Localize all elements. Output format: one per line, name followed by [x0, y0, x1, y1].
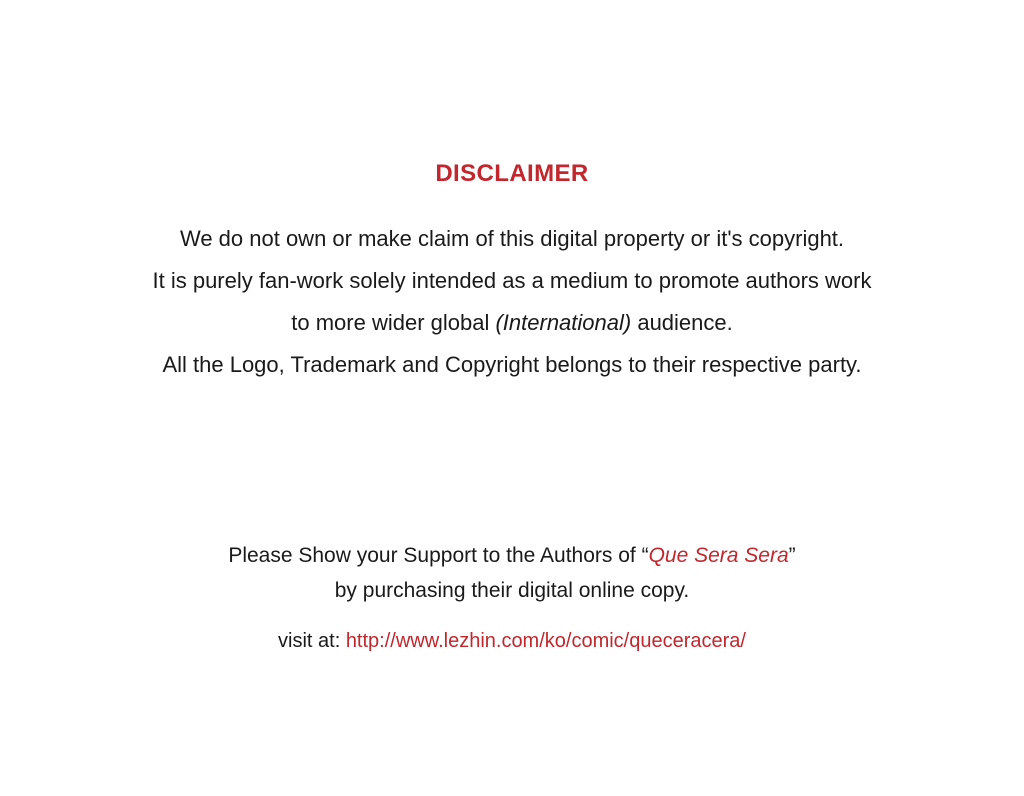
support-message — [0, 538, 1024, 608]
disclaimer-line-3-emphasis: (International) — [495, 310, 632, 335]
disclaimer-line-1: We do not own or make claim of this digital property or it's copyright. — [179, 226, 845, 251]
disclaimer-line-3-suffix: audience. — [631, 310, 733, 335]
support-line-1-suffix: ” — [788, 544, 796, 567]
disclaimer-line-4: All the Logo, Trademark and Copyright belongs to their respective party. — [162, 352, 862, 377]
page-title: DISCLAIMER — [435, 160, 589, 187]
work-title: Que Sera Sera — [648, 544, 789, 567]
visit-label: visit at: — [278, 630, 346, 652]
comic-link[interactable]: http://www.lezhin.com/ko/comic/queceracera/ — [345, 630, 746, 652]
visit-line — [0, 626, 1024, 656]
disclaimer-body — [0, 218, 1024, 386]
disclaimer-line-3 — [0, 302, 1024, 344]
support-line-1 — [0, 538, 1024, 573]
support-line-1-prefix: Please Show your Support to the Authors of “ — [228, 544, 649, 567]
disclaimer-line-3-prefix: to more wider global — [291, 310, 496, 335]
support-line-2: by purchasing their digital online copy. — [334, 579, 690, 602]
disclaimer-line-2: It is purely fan-work solely intended as a medium to promote authors work — [152, 268, 872, 293]
